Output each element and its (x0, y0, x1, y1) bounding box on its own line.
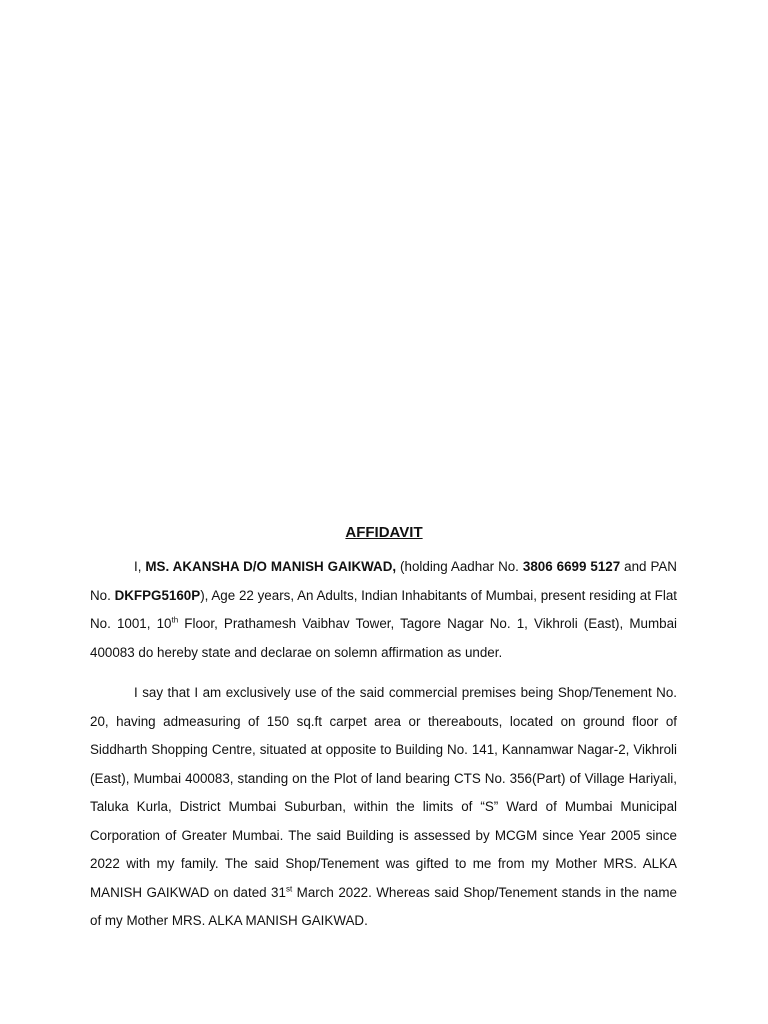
para1-text-5: Floor, Prathamesh Vaibhav Tower, Tagore Nagar No. 1, Vikhroli (East), Mumbai 400083 do hereby state and declarae on solemn affirmation as under. (90, 616, 677, 660)
para1-text-2: (holding Aadhar No. (396, 559, 523, 574)
para1-text-4: ), Age 22 years, An Adults, Indian Inhabitants of Mumbai, present residing at Flat No. 1001, 10 (90, 587, 677, 631)
aadhar-number: 3806 6699 5127 (522, 559, 621, 574)
declarant-paragraph (90, 553, 677, 667)
para1-text-1: I, (134, 559, 146, 574)
para2-text-2: March 2022. Whereas said Shop/Tenement stands in the name of my Mother MRS. ALKA MANISH GAIKWAD. (90, 884, 677, 928)
pan-number: DKFPG5160P (114, 587, 201, 603)
date-ordinal-suffix: st (285, 884, 293, 894)
floor-ordinal-suffix: th (171, 615, 179, 625)
affidavit-title: AFFIDAVIT (345, 524, 423, 541)
declarant-name: MS. AKANSHA D/O MANISH GAIKWAD, (145, 559, 397, 574)
para1-text-3: and PAN No. (90, 559, 677, 603)
premises-paragraph (90, 679, 677, 936)
para2-text-1: I say that I am exclusively use of the said commercial premises being Shop/Tenement No. 20, having admeasuring of 150 sq.ft carpet area or thereabouts, located on ground floor of Siddharth Shopping Centre, situated at opposite to Building No. 141, Kannamwar Nagar-2, Vikhroli (East), Mumbai 400083, standing on the Plot of land bearing CTS No. 356(Part) of Village Hariyali, Taluka Kurla, District Mumbai Suburban, within the limits of “S” Ward of Mumbai Municipal Corporation of Greater Mumbai. The said Building is assessed by MCGM since Year 2005 since 2022 with my family. The said Shop/Tenement was gifted to me from my Mother MRS. ALKA MANISH GAIKWAD on dated 31 (90, 685, 677, 900)
